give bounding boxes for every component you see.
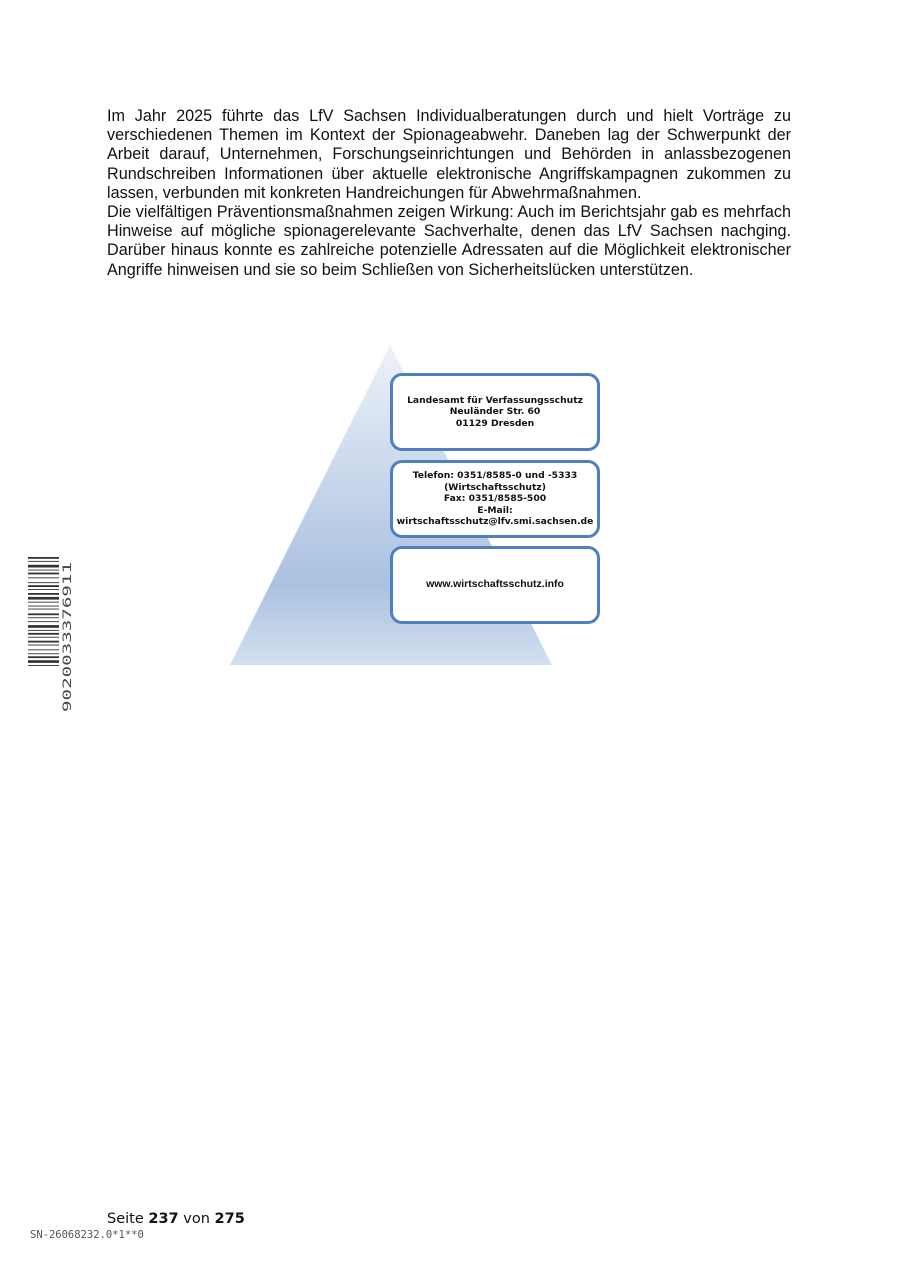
page-footer <box>107 1211 245 1227</box>
email-label: E-Mail: <box>477 504 513 516</box>
page-separator: von <box>183 1211 210 1227</box>
phone-note: (Wirtschaftsschutz) <box>444 481 546 493</box>
paragraph-2: Die vielfältigen Präventionsmaßnahmen zeigen Wirkung: Auch im Berichtsjahr gab es mehrfach Hinweise auf mögliche spionagerelevante Sachverhalte, denen das LfV Sachsen nachging. Darüber hinaus konnte es zahlreiche potenzielle Adressaten auf die Möglichkeit elektronischer Angriffe hinweisen und sie so beim Schließen von Sicherheitslücken unterstützen. <box>107 203 791 279</box>
page-total: 275 <box>214 1211 245 1227</box>
barcode <box>28 557 72 717</box>
address-line-2: Neuländer Str. 60 <box>449 406 541 418</box>
barcode-bars <box>28 557 59 666</box>
page-current: 237 <box>148 1211 179 1227</box>
barcode-number: 9020033376911 <box>60 621 74 712</box>
website-link[interactable]: www.wirtschaftsschutz.info <box>426 578 564 591</box>
address-line-1: Landesamt für Verfassungsschutz <box>407 394 583 406</box>
fax-line: Fax: 0351/8585-500 <box>443 493 547 505</box>
paragraph-1: Im Jahr 2025 führte das LfV Sachsen Individualberatungen durch und hielt Vorträge zu verschiedenen Themen im Kontext der Spionageabwehr. Daneben lag der Schwerpunkt der Arbeit darauf, Unternehmen, Forschungseinrichtungen und Behörden in anlassbezogenen Rundschreiben Informationen über aktuelle elektronische Angriffskampagnen zukommen zu lassen, verbunden mit konkreten Handreichungen für Abwehrmaßnahmen. <box>107 107 791 202</box>
address-line-3: 01129 Dresden <box>455 417 535 429</box>
phone-line: Telefon: 0351/8585-0 und -5333 <box>412 470 578 482</box>
body-text <box>107 107 791 280</box>
document-code: SN-26068232.0*1**0 <box>30 1229 144 1241</box>
address-box <box>390 373 600 451</box>
contact-box <box>390 460 600 538</box>
email-address[interactable]: wirtschaftsschutz@lfv.smi.sachsen.de <box>396 516 594 528</box>
page-prefix: Seite <box>107 1211 144 1227</box>
website-box <box>390 546 600 624</box>
